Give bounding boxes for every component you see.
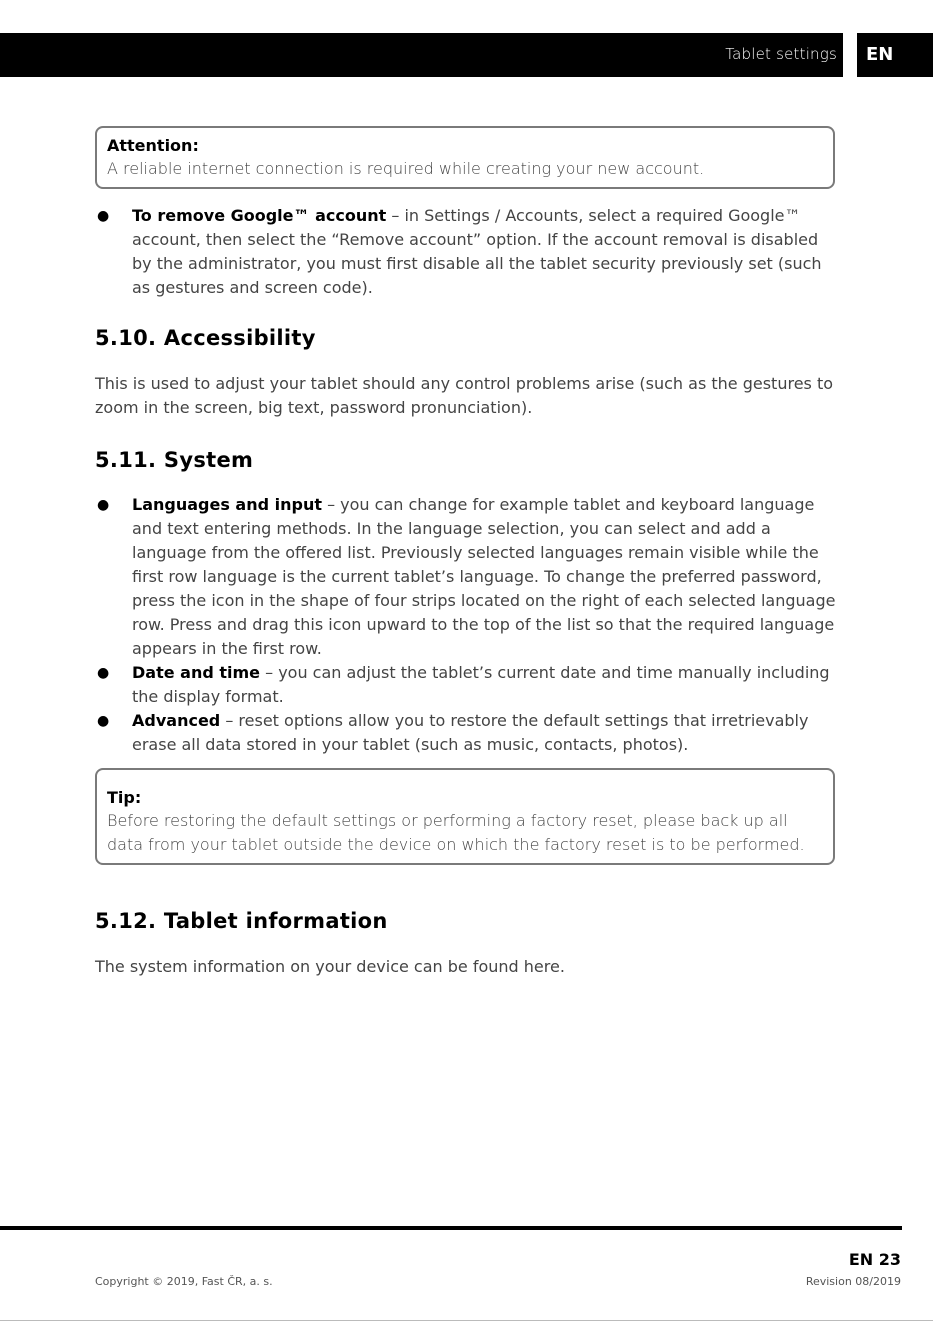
remove-account-text: – in Settings / Accounts, select a required Google™ account, then select the “Remove account” option. If the account removal is disabled by the administrator, you must first disable all the tablet security previously set (such as gestures and screen code). — [132, 206, 822, 297]
system-heading: 5.11. System — [95, 448, 254, 472]
list-item-date-time — [95, 661, 840, 709]
advanced-label: Advanced — [132, 711, 221, 730]
tip-title: Tip: — [107, 788, 142, 807]
tip-text: Before restoring the default settings or performing a factory reset, please back up all data from your tablet outside the device on which the factory reset is to be performed. — [107, 811, 805, 854]
attention-box — [95, 126, 835, 189]
accessibility-heading: 5.10. Accessibility — [95, 326, 316, 350]
tablet-info-heading: 5.12. Tablet information — [95, 909, 388, 933]
bullet-icon: ● — [97, 208, 110, 224]
list-item-languages — [95, 493, 840, 661]
languages-text: – you can change for example tablet and keyboard language and text entering methods. In the language selection, you can select and add a language from the offered list. Previously selected languages remain visible while the first row language is the current tablet’s language. To change the preferred password, press the icon in the shape of four strips located on the right of each selected language row. Press and drag this icon upward to the top of the list so that the required language appears in the first row. — [132, 495, 836, 658]
list-item-advanced — [95, 709, 840, 757]
language-tab — [857, 33, 933, 77]
accessibility-text: This is used to adjust your tablet should any control problems arise (such as the gestures to zoom in the screen, big text, password pronunciation). — [95, 374, 834, 417]
bullet-icon: ● — [97, 665, 110, 681]
attention-text: A reliable internet connection is required while creating your new account. — [107, 159, 705, 178]
copyright: Copyright © 2019, Fast ČR, a. s. — [95, 1275, 273, 1288]
date-time-text: – you can adjust the tablet’s current date and time manually including the display format. — [132, 663, 830, 706]
date-time-label: Date and time — [132, 663, 261, 682]
page-number: EN 23 — [848, 1250, 901, 1269]
remove-account-item — [95, 204, 840, 300]
tip-box — [95, 768, 835, 865]
header-title: Tablet settings — [725, 45, 837, 63]
tablet-info-text: The system information on your device can be found here. — [95, 957, 565, 976]
bullet-icon: ● — [97, 713, 110, 729]
bottom-rule — [0, 1320, 933, 1321]
remove-account-label: To remove Google™ account — [132, 206, 387, 225]
footer-rule — [0, 1226, 902, 1230]
advanced-text: – reset options allow you to restore the default settings that irretrievably erase all data stored in your tablet (such as music, contacts, photos). — [132, 711, 809, 754]
header-bar — [0, 33, 843, 77]
attention-title: Attention: — [107, 136, 199, 155]
revision: Revision 08/2019 — [805, 1275, 901, 1288]
bullet-icon: ● — [97, 497, 110, 513]
languages-label: Languages and input — [132, 495, 322, 514]
language-label: EN — [866, 44, 894, 65]
